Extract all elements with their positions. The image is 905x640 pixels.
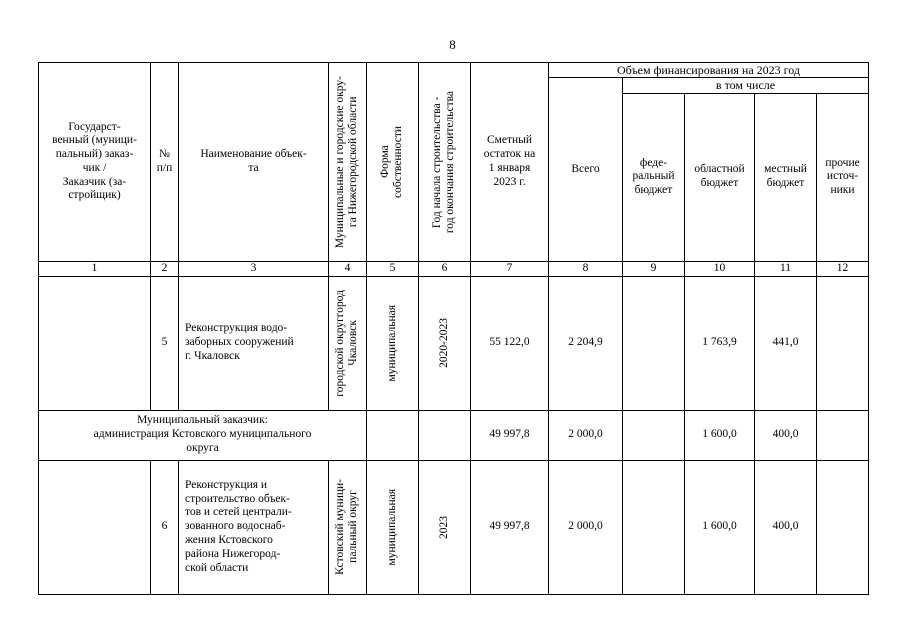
municipality: Кстовский муници- пальный округ: [329, 460, 367, 594]
column-number: 11: [755, 261, 817, 276]
column-number: 2: [151, 261, 179, 276]
page-number: 8: [449, 37, 456, 52]
other: [817, 276, 869, 410]
table-row: [39, 460, 869, 594]
regional: 1 763,9: [685, 276, 755, 410]
years: [419, 410, 471, 460]
column-number: 1: [39, 261, 151, 276]
regional: 1 600,0: [685, 410, 755, 460]
header-total: Всего: [549, 78, 623, 261]
estimate: 49 997,8: [471, 410, 549, 460]
federal: [623, 276, 685, 410]
customer-subtotal-row: [39, 410, 869, 460]
federal: [623, 410, 685, 460]
header-municipality: Муниципальные и городские окру- га Нижегородской области: [329, 63, 367, 262]
column-number: 6: [419, 261, 471, 276]
column-number: 3: [179, 261, 329, 276]
regional: 1 600,0: [685, 460, 755, 594]
header-num: № п/п: [151, 63, 179, 262]
column-number: 12: [817, 261, 869, 276]
column-number: 5: [367, 261, 419, 276]
object-name: Реконструкция водо- заборных сооружений г. Чкаловск: [179, 276, 329, 410]
column-number: 7: [471, 261, 549, 276]
total: 2 204,9: [549, 276, 623, 410]
column-number: 10: [685, 261, 755, 276]
customer-cell: [39, 460, 151, 594]
header-ownership: Форма собственности: [367, 63, 419, 262]
row-num: 5: [151, 276, 179, 410]
ownership: [367, 410, 419, 460]
ownership: муниципальная: [367, 460, 419, 594]
years: 2023: [419, 460, 471, 594]
header-funding-title: Объем финансирования на 2023 год: [549, 63, 869, 78]
row-num: 6: [151, 460, 179, 594]
header-object-name: Наименование объек- та: [179, 63, 329, 262]
header-regional: областной бюджет: [685, 93, 755, 261]
federal: [623, 460, 685, 594]
column-number: 4: [329, 261, 367, 276]
other: [817, 410, 869, 460]
table-row: [39, 276, 869, 410]
other: [817, 460, 869, 594]
estimate: 55 122,0: [471, 276, 549, 410]
header-including: в том числе: [623, 78, 869, 93]
years: 2020-2023: [419, 276, 471, 410]
local: 441,0: [755, 276, 817, 410]
column-number: 9: [623, 261, 685, 276]
customer-cell: [39, 276, 151, 410]
local: 400,0: [755, 410, 817, 460]
estimate: 49 997,8: [471, 460, 549, 594]
header-customer: Государст- венный (муници- пальный) заказ- чик / Заказчик (за- стройщик): [39, 63, 151, 262]
local: 400,0: [755, 460, 817, 594]
ownership: муниципальная: [367, 276, 419, 410]
municipality: городской округгород Чкаловск: [329, 276, 367, 410]
header-estimate: Сметный остаток на 1 января 2023 г.: [471, 63, 549, 262]
total: 2 000,0: [549, 460, 623, 594]
customer-label: Муниципальный заказчик: администрация Кстовского муниципального округа: [39, 410, 367, 460]
column-number: 8: [549, 261, 623, 276]
header-federal: феде- ральный бюджет: [623, 93, 685, 261]
column-numbers-row: [39, 261, 869, 276]
object-name: Реконструкция и строительство объек- тов и сетей централи- зованного водоснаб- жения Кстовского района Нижегород- ской области: [179, 460, 329, 594]
header-years: Год начала строительства - год окончания строительства: [419, 63, 471, 262]
header-other: прочие источ- ники: [817, 93, 869, 261]
total: 2 000,0: [549, 410, 623, 460]
financing-table: [38, 62, 869, 595]
header-local: местный бюджет: [755, 93, 817, 261]
